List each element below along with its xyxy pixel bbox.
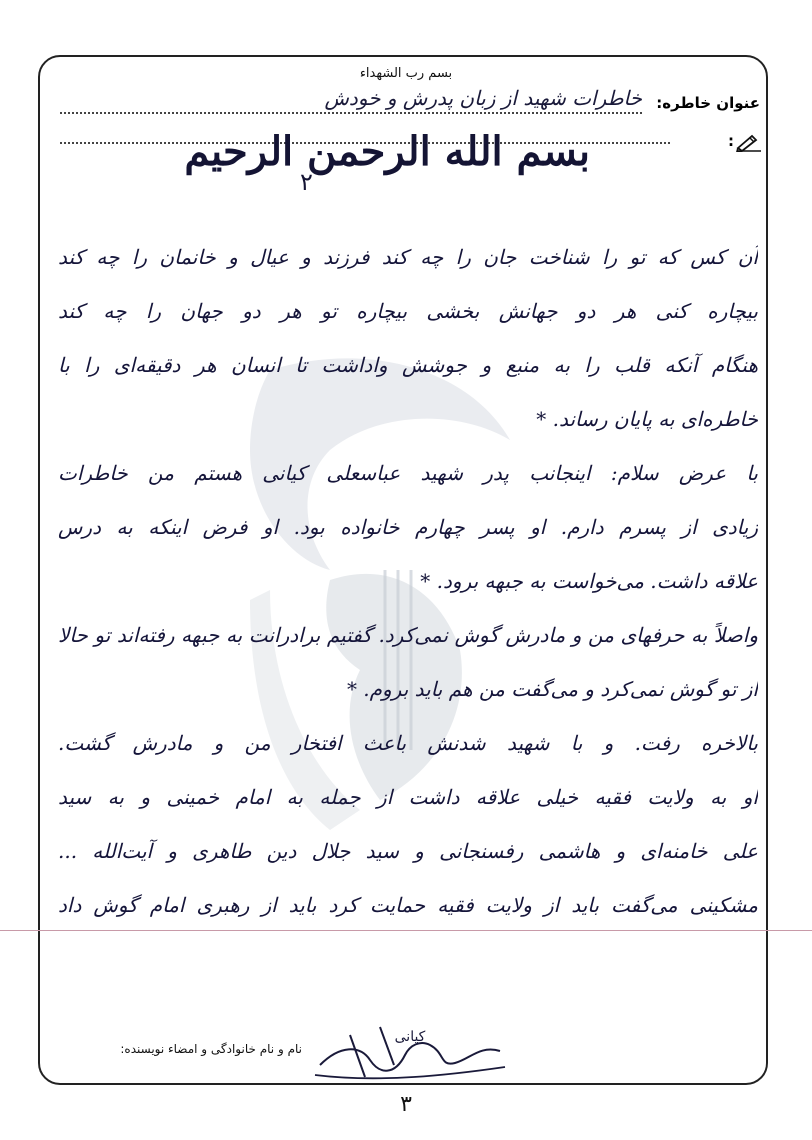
pen-row bbox=[682, 132, 762, 154]
memoir-line: از تو گوش نمی‌کرد و می‌گفت من هم باید بروم. * bbox=[346, 677, 758, 701]
memoir-line: او به ولایت فقیه خیلی علاقه داشت از جمله به امام خمینی و به سید bbox=[58, 785, 758, 809]
memoir-line: علاقه داشت. می‌خواست به جبهه برود. * bbox=[420, 569, 758, 593]
title-row bbox=[60, 86, 760, 122]
memoir-line: بالاخره رفت. و با شهید شدنش باعث افتخار من و مادرش گشت. bbox=[58, 731, 758, 755]
author-signature bbox=[310, 1015, 510, 1085]
memoir-line: زیادی از پسرم دارم. او پسر چهارم خانواده بود. او فرض اینکه به درس bbox=[58, 515, 758, 539]
pen-colon: : bbox=[728, 132, 734, 150]
memoir-line: مشکینی می‌گفت باید از ولایت فقیه حمایت کرد باید از رهبری امام گوش داد bbox=[58, 893, 758, 917]
memoir-line: علی خامنه‌ای و هاشمی رفسنجانی و سید جلال دین طاهری و آیت‌الله ... bbox=[58, 839, 758, 863]
basmala-mark: ۲ bbox=[300, 168, 313, 196]
pen-icon bbox=[736, 132, 762, 152]
memoir-body bbox=[58, 230, 758, 932]
memoir-line: واصلاً به حرفهای من و مادرش گوش نمی‌کرد. گفتیم برادرانت به جبهه رفته‌اند تو حالا bbox=[58, 623, 758, 647]
memoir-line: هنگام آنکه قلب را به منبع و جوشش واداشت تا انسان هر دقیقه‌ای را با bbox=[58, 353, 758, 377]
memoir-line: خاطره‌ای به پایان رساند. * bbox=[536, 407, 758, 431]
signature-label: نام و نام خانوادگی و امضاء نویسنده: bbox=[120, 1042, 302, 1056]
title-value: خاطرات شهید از زبان پدرش و خودش bbox=[324, 86, 642, 110]
scan-separator-line bbox=[0, 930, 812, 931]
signature-text: کیانی bbox=[394, 1029, 426, 1045]
memoir-line: آن کس که تو را شناخت جان را چه کند فرزند و عیال و خانمان را چه کند bbox=[58, 245, 758, 269]
memoir-line: با عرض سلام: اینجانب پدر شهید عباسعلی کیانی هستم من خاطرات bbox=[58, 461, 758, 485]
title-label: عنوان خاطره: bbox=[656, 94, 760, 112]
basmala: بسم الله الرحمن الرحیم bbox=[184, 128, 590, 175]
top-caption: بسم رب الشهداء bbox=[359, 66, 453, 81]
page-number: ۳ bbox=[400, 1092, 412, 1117]
memoir-line: بیچاره کنی هر دو جهانش بخشی بیچاره تو هر دو جهان را چه کند bbox=[58, 299, 758, 323]
title-dotted-line bbox=[60, 112, 642, 114]
